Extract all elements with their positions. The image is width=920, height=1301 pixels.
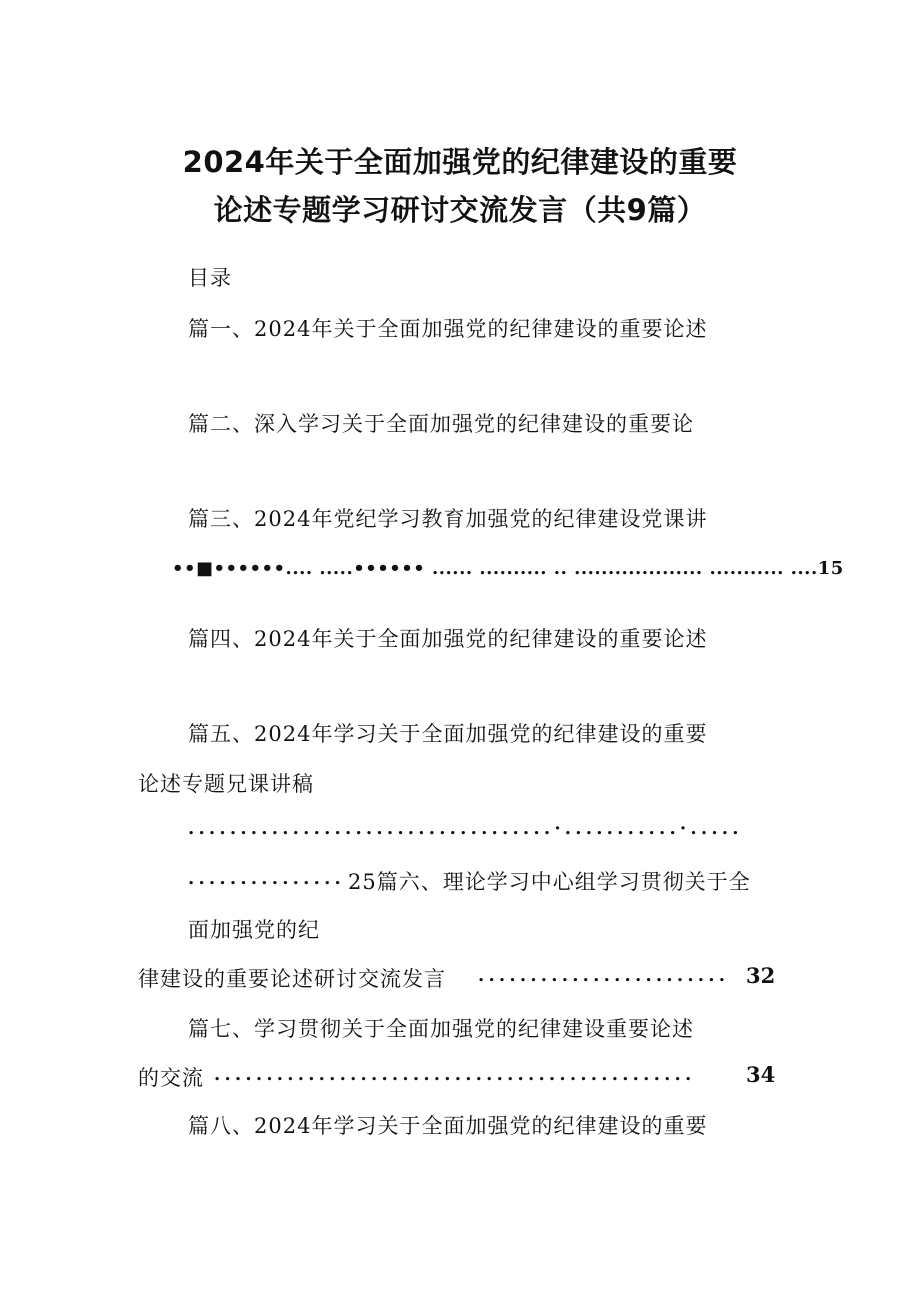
toc-item-5-leader: ...................................·...........·.....	[188, 818, 743, 839]
toc-item-6-line-1: 25篇六、理论学习中心组学习贯彻关于全	[348, 870, 751, 894]
toc-heading: 目录	[188, 266, 232, 290]
toc-item-4: 篇四、2024年关于全面加强党的纪律建设的重要论述	[188, 627, 708, 651]
toc-item-5-line-2: 论述专题兄课讲稿	[138, 772, 314, 796]
toc-item-3-leader: ••■••••••.... .....•••••• ...... .......... .. ................... ........... ....15	[172, 558, 844, 579]
toc-item-1: 篇一、2024年关于全面加强党的纪律建设的重要论述	[188, 317, 708, 341]
toc-item-6-page: 32	[746, 963, 776, 988]
toc-item-8: 篇八、2024年学习关于全面加强党的纪律建设的重要	[188, 1114, 708, 1138]
toc-item-7-page: 34	[746, 1062, 776, 1087]
toc-item-3: 篇三、2024年党纪学习教育加强党的纪律建设党课讲	[188, 507, 708, 531]
toc-item-5-line-1: 篇五、2024年学习关于全面加强党的纪律建设的重要	[188, 722, 708, 746]
toc-item-7-line-2: 的交流	[138, 1066, 204, 1090]
toc-item-7-line-1: 篇七、学习贯彻关于全面加强党的纪律建设重要论述	[188, 1017, 694, 1041]
document-title-line-2: 论述专题学习研讨交流发言（共9篇）	[213, 193, 707, 227]
document-title-line-1: 2024年关于全面加强党的纪律建设的重要	[182, 145, 738, 179]
toc-item-7-leader: ..............................................	[214, 1064, 696, 1085]
toc-item-6-line-3: 律建设的重要论述研讨交流发言	[138, 967, 446, 991]
toc-item-6-leader: ........................	[478, 965, 730, 986]
toc-item-6-line-2: 面加强党的纪	[188, 918, 320, 942]
toc-item-6-prefix-leader: ...............	[188, 868, 345, 889]
toc-item-2: 篇二、深入学习关于全面加强党的纪律建设的重要论	[188, 412, 694, 436]
